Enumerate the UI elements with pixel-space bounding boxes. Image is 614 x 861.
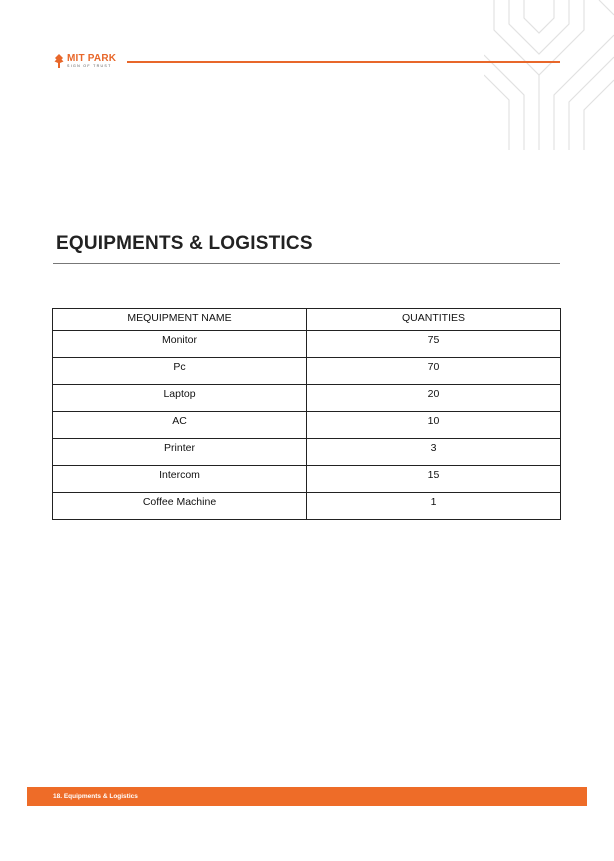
- equipment-name-cell: Pc: [53, 358, 307, 385]
- equipment-name-cell: Printer: [53, 439, 307, 466]
- quantity-cell: 20: [307, 385, 561, 412]
- quantity-cell: 70: [307, 358, 561, 385]
- table-row: [53, 358, 561, 385]
- column-header-equipment-name: MEQUIPMENT NAME: [53, 309, 307, 331]
- table-row: [53, 466, 561, 493]
- equipment-name-cell: AC: [53, 412, 307, 439]
- quantity-cell: 10: [307, 412, 561, 439]
- header-rule: [127, 61, 560, 63]
- footer-bar: [27, 787, 587, 806]
- table-row: [53, 412, 561, 439]
- title-underline: [53, 263, 560, 264]
- logo-tagline: SIGN OF TRUST: [67, 64, 112, 68]
- quantity-cell: 15: [307, 466, 561, 493]
- equipment-name-cell: Intercom: [53, 466, 307, 493]
- column-header-quantities: QUANTITIES: [307, 309, 561, 331]
- table-row: [53, 385, 561, 412]
- equipment-name-cell: Laptop: [53, 385, 307, 412]
- logo-tree-icon: [54, 54, 64, 68]
- company-logo: [54, 54, 116, 69]
- logo-name: MIT PARK: [67, 53, 117, 64]
- table-row: [53, 439, 561, 466]
- table-header-row: [53, 309, 561, 331]
- equipment-table: [52, 308, 561, 520]
- quantity-cell: 3: [307, 439, 561, 466]
- corner-decoration: [484, 0, 614, 150]
- equipment-name-cell: Monitor: [53, 331, 307, 358]
- table-row: [53, 493, 561, 520]
- equipment-name-cell: Coffee Machine: [53, 493, 307, 520]
- table-row: [53, 331, 561, 358]
- footer-page-label: 18. Equipments & Logistics: [53, 793, 138, 800]
- page-title: EQUIPMENTS & LOGISTICS: [56, 233, 313, 254]
- quantity-cell: 75: [307, 331, 561, 358]
- quantity-cell: 1: [307, 493, 561, 520]
